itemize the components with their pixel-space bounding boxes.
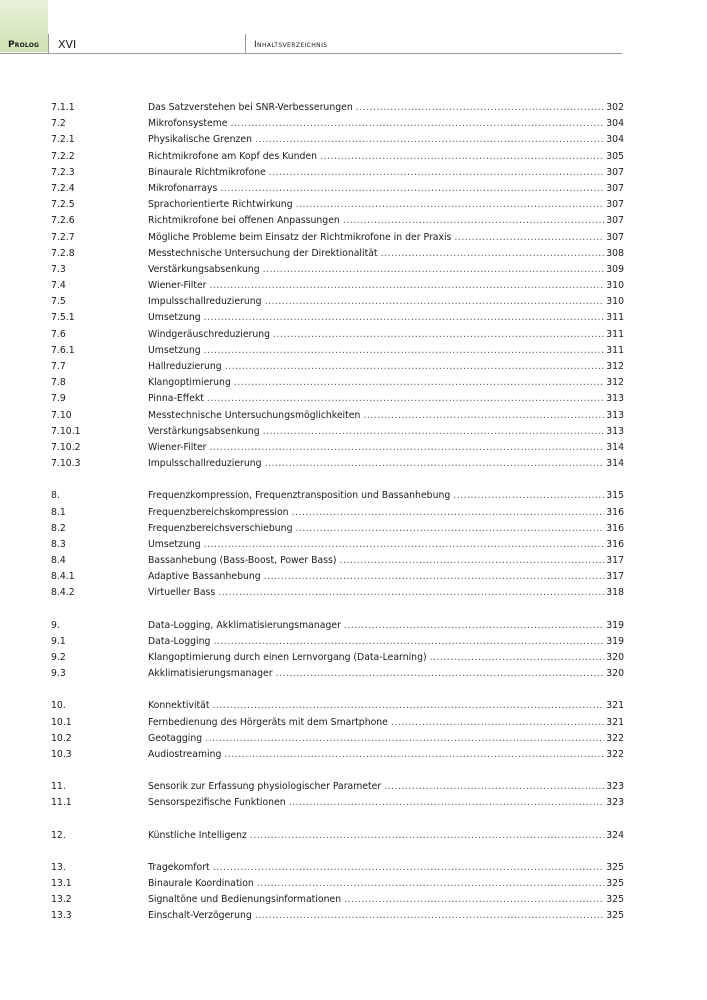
toc-entry-title: Tragekomfort: [148, 861, 210, 873]
toc-entry-page: 310: [606, 296, 624, 308]
toc-entry-line: [148, 553, 624, 569]
toc-entry[interactable]: [51, 650, 624, 666]
toc-entry-number: 9.: [51, 619, 60, 631]
toc-entry-title: Umsetzung: [148, 538, 201, 550]
toc-entry-title: Virtueller Bass: [148, 587, 216, 599]
dot-leader: [265, 456, 605, 472]
toc-entry-number: 7.3: [51, 263, 66, 275]
toc-entry-line: [148, 181, 624, 197]
header-rule: [0, 53, 622, 54]
toc-entry-number: 8.: [51, 490, 60, 502]
header-page-number: XVI: [58, 38, 77, 51]
toc-entry-title: Das Satzverstehen bei SNR-Verbesserungen: [148, 102, 353, 113]
toc-entry-title: Messtechnische Untersuchungsmöglichkeiten: [148, 409, 361, 421]
dot-leader: [356, 100, 605, 116]
dot-leader: [430, 650, 605, 666]
toc-entry-title: Richtmikrofone bei offenen Anpassungen: [148, 215, 340, 227]
dot-leader: [292, 505, 605, 521]
toc-entry-page: 307: [606, 231, 624, 243]
dot-leader: [204, 310, 605, 326]
toc-entry-page: 316: [606, 506, 624, 518]
toc-entry-page: 315: [606, 490, 624, 502]
toc-entry-title: Binaurale Richtmikrofone: [148, 166, 266, 178]
toc-entry-number: 10.1: [51, 716, 72, 728]
toc-group: [51, 618, 624, 683]
toc-entry[interactable]: [51, 537, 624, 553]
toc-entry-page: 313: [606, 409, 624, 421]
toc-entry-line: [148, 456, 624, 472]
toc-entry-number: 7.10: [51, 409, 72, 421]
toc-entry-page: 311: [606, 344, 624, 356]
toc-entry-number: 7.2.3: [51, 166, 75, 178]
toc-entry-line: [148, 908, 624, 924]
toc-entry-title: Frequenzbereichskompression: [148, 506, 289, 518]
toc-entry[interactable]: [51, 892, 624, 908]
toc-entry-number: 10.3: [51, 748, 72, 760]
toc-entry-number: 8.4: [51, 555, 66, 567]
toc-entry-line: [148, 310, 624, 326]
toc-entry[interactable]: [51, 359, 624, 375]
toc-entry-number: 10.2: [51, 732, 72, 744]
toc-entry-number: 7.10.3: [51, 458, 81, 470]
toc-entry-title: Wiener-Filter: [148, 441, 207, 453]
toc-entry[interactable]: [51, 553, 624, 569]
toc-entry-page: 311: [606, 328, 624, 340]
toc-entry-page: 304: [606, 118, 624, 130]
toc-entry[interactable]: [51, 828, 624, 844]
toc-entry-title: Fernbedienung des Hörgeräts mit dem Smartphone: [148, 716, 388, 728]
dot-leader: [340, 553, 605, 569]
toc-entry-page: 321: [606, 716, 624, 728]
toc-entry-title: Richtmikrofone am Kopf des Kunden: [148, 150, 318, 162]
toc-entry-page: 320: [606, 668, 624, 680]
toc-entry-line: [148, 100, 624, 116]
toc-entry[interactable]: [51, 132, 624, 148]
dot-leader: [295, 521, 604, 537]
toc-entry[interactable]: [51, 278, 624, 294]
toc-entry-line: [148, 116, 624, 132]
toc-entry-number: 7.10.2: [51, 441, 81, 453]
toc-entry-page: 307: [606, 215, 624, 227]
toc-entry-line: [148, 618, 624, 634]
toc-entry-number: 7.5: [51, 296, 66, 308]
toc-entry-number: 7.2.5: [51, 199, 75, 211]
dot-leader: [296, 197, 605, 213]
toc-entry-title: Audiostreaming: [148, 748, 222, 760]
toc-entry-line: [148, 165, 624, 181]
toc-entry-page: 319: [606, 635, 624, 647]
toc-entry-line: [148, 650, 624, 666]
toc-entry-page: 310: [606, 280, 624, 292]
toc-entry-page: 319: [606, 619, 624, 631]
toc-entry-title: Geotagging: [148, 732, 203, 744]
toc-entry-page: 314: [606, 458, 624, 470]
toc-entry-title: Sensorik zur Erfassung physiologischer Parameter: [148, 781, 382, 793]
toc-entry-number: 7.4: [51, 280, 66, 292]
toc-entry-number: 7.5.1: [51, 312, 75, 324]
toc-entry[interactable]: [51, 747, 624, 763]
toc-entry-page: 311: [606, 312, 624, 324]
toc-entry-title: Physikalische Grenzen: [148, 134, 252, 146]
toc-entry-line: [148, 359, 624, 375]
toc-entry-line: [148, 779, 624, 795]
toc-entry-title: Hallreduzierung: [148, 361, 222, 372]
toc-entry-line: [148, 391, 624, 407]
toc-entry-title: Klangoptimierung: [148, 377, 231, 389]
toc-entry-number: 7.6: [51, 328, 66, 340]
toc-entry-page: 322: [606, 748, 624, 760]
toc-entry[interactable]: [51, 779, 624, 795]
toc-entry[interactable]: [51, 408, 624, 424]
toc-entry-number: 7.8: [51, 377, 66, 389]
dot-leader: [204, 343, 605, 359]
toc-entry-line: [148, 213, 624, 229]
toc-entry-number: 8.3: [51, 538, 66, 550]
toc-entry-line: [148, 585, 624, 601]
toc-entry-title: Messtechnische Untersuchung der Direktionalität: [148, 247, 378, 259]
toc-entry-line: [148, 343, 624, 359]
toc-entry-page: 323: [606, 797, 624, 809]
toc-entry-title: Adaptive Bassanhebung: [148, 571, 261, 583]
toc-entry-title: Windgeräuschreduzierung: [148, 328, 271, 340]
toc-entry-title: Data-Logging, Akklimatisierungsmanager: [148, 619, 341, 631]
dot-leader: [207, 391, 604, 407]
toc-entry-number: 13.: [51, 861, 66, 873]
toc-entry-line: [148, 876, 624, 892]
toc-entry-title: Mögliche Probleme beim Einsatz der Richtmikrofone in der Praxis: [148, 231, 452, 243]
toc-entry[interactable]: [51, 327, 624, 343]
toc-entry-page: 307: [606, 199, 624, 211]
toc-entry-title: Signaltöne und Bedienungsinformationen: [148, 894, 342, 906]
toc-entry-line: [148, 698, 624, 714]
dot-leader: [213, 634, 604, 650]
toc-entry-line: [148, 375, 624, 391]
toc-entry-line: [148, 795, 624, 811]
toc-entry-number: 13.1: [51, 877, 72, 889]
toc-group: [51, 828, 624, 844]
toc-entry-number: 7.2: [51, 118, 66, 130]
header-divider: [48, 34, 49, 54]
dot-leader: [264, 569, 605, 585]
dot-leader: [205, 731, 604, 747]
toc-entry-number: 7.2.1: [51, 134, 75, 146]
toc-entry[interactable]: [51, 698, 624, 714]
toc-entry[interactable]: [51, 343, 624, 359]
toc-entry-number: 8.2: [51, 522, 66, 534]
toc-entry[interactable]: [51, 440, 624, 456]
toc-entry-line: [148, 246, 624, 262]
toc-entry-number: 7.1.1: [51, 102, 75, 113]
dot-leader: [344, 892, 604, 908]
toc-entry-page: 325: [606, 910, 624, 922]
toc-entry-title: Konnektivität: [148, 700, 210, 712]
toc-entry-number: 9.3: [51, 668, 66, 680]
dot-leader: [255, 908, 604, 924]
toc-entry-page: 316: [606, 522, 624, 534]
dot-leader: [250, 828, 604, 844]
dot-leader: [269, 165, 604, 181]
toc-entry-number: 7.2.4: [51, 182, 75, 194]
dot-leader: [204, 537, 605, 553]
dot-leader: [363, 408, 604, 424]
toc-entry-number: 9.2: [51, 652, 66, 663]
dot-leader: [255, 132, 604, 148]
toc-entry-number: 7.6.1: [51, 344, 75, 356]
toc-entry-title: Wiener-Filter: [148, 280, 207, 292]
toc-entry[interactable]: [51, 666, 624, 682]
toc-entry-line: [148, 666, 624, 682]
dot-leader: [273, 327, 604, 343]
toc-entry-line: [148, 408, 624, 424]
toc-entry-number: 13.2: [51, 894, 72, 906]
toc-entry-page: 325: [606, 894, 624, 906]
toc-entry-title: Mikrofonsysteme: [148, 118, 228, 130]
toc-entry-title: Impulsschallreduzierung: [148, 458, 262, 470]
toc-entry-line: [148, 521, 624, 537]
toc-entry-page: 323: [606, 781, 624, 793]
dot-leader: [220, 181, 604, 197]
dot-leader: [276, 666, 605, 682]
toc-entry[interactable]: [51, 213, 624, 229]
toc-entry-page: 312: [606, 377, 624, 389]
toc-entry[interactable]: [51, 731, 624, 747]
toc-entry-line: [148, 230, 624, 246]
toc-entry-line: [148, 715, 624, 731]
toc-entry[interactable]: [51, 908, 624, 924]
toc-entry[interactable]: [51, 456, 624, 472]
toc-entry-title: Umsetzung: [148, 344, 201, 356]
toc-entry-number: 7.10.1: [51, 425, 81, 437]
toc-entry[interactable]: [51, 246, 624, 262]
toc-entry[interactable]: [51, 505, 624, 521]
toc-entry-line: [148, 132, 624, 148]
dot-leader: [454, 230, 604, 246]
toc-entry-number: 7.2.8: [51, 247, 75, 259]
toc-entry[interactable]: [51, 149, 624, 165]
toc-entry[interactable]: [51, 310, 624, 326]
toc-entry[interactable]: [51, 715, 624, 731]
dot-leader: [344, 618, 604, 634]
dot-leader: [210, 440, 605, 456]
toc-entry-line: [148, 860, 624, 876]
toc-entry-title: Frequenzbereichsverschiebung: [148, 522, 293, 534]
dot-leader: [343, 213, 604, 229]
dot-leader: [213, 860, 605, 876]
dot-leader: [257, 876, 604, 892]
toc-entry-title: Verstärkungsabsenkung: [148, 263, 260, 275]
toc-entry[interactable]: [51, 197, 624, 213]
toc-entry-number: 11.1: [51, 797, 72, 809]
toc-entry-title: Data-Logging: [148, 635, 211, 647]
toc-entry-line: [148, 440, 624, 456]
toc-entry-line: [148, 327, 624, 343]
toc-entry[interactable]: [51, 585, 624, 601]
toc-entry-number: 9.1: [51, 635, 66, 647]
toc-entry-number: 7.7: [51, 361, 66, 372]
dot-leader: [384, 779, 604, 795]
toc-group: [51, 100, 624, 472]
toc-entry-title: Sensorspezifische Funktionen: [148, 797, 286, 809]
header-divider: [245, 34, 246, 54]
toc-entry-line: [148, 278, 624, 294]
toc-entry-line: [148, 747, 624, 763]
dot-leader: [453, 488, 604, 504]
toc-entry-page: 308: [606, 247, 624, 259]
toc-entry-title: Einschalt-Verzögerung: [148, 910, 252, 922]
toc-entry-number: 11.: [51, 781, 66, 793]
dot-leader: [289, 795, 605, 811]
toc-entry[interactable]: [51, 860, 624, 876]
toc-entry-page: 325: [606, 861, 624, 873]
dot-leader: [263, 424, 605, 440]
toc-entry-page: 321: [606, 700, 624, 712]
toc-entry-line: [148, 537, 624, 553]
toc-entry-line: [148, 197, 624, 213]
toc-entry[interactable]: [51, 634, 624, 650]
dot-leader: [234, 375, 604, 391]
toc-entry-line: [148, 634, 624, 650]
toc-entry-title: Binaurale Koordination: [148, 877, 254, 889]
toc-entry-line: [148, 294, 624, 310]
dot-leader: [265, 294, 605, 310]
toc-entry-title: Verstärkungsabsenkung: [148, 425, 260, 437]
toc-entry-page: 305: [606, 150, 624, 162]
toc-entry-title: Mikrofonarrays: [148, 182, 218, 194]
toc-entry-page: 309: [606, 263, 624, 275]
toc-entry[interactable]: [51, 375, 624, 391]
dot-leader: [225, 359, 605, 375]
toc-entry-title: Akklimatisierungsmanager: [148, 668, 273, 680]
dot-leader: [224, 747, 604, 763]
toc-entry[interactable]: [51, 521, 624, 537]
toc-entry[interactable]: [51, 876, 624, 892]
toc-entry-title: Frequenzkompression, Frequenztransposition und Bassanhebung: [148, 490, 451, 502]
header-title: Inhaltsverzeichnis: [254, 40, 328, 50]
toc-entry-line: [148, 488, 624, 504]
toc-entry-page: 304: [606, 134, 624, 146]
dot-leader: [381, 246, 605, 262]
toc-group: [51, 779, 624, 811]
dot-leader: [320, 149, 604, 165]
toc-entry-page: 316: [606, 538, 624, 550]
toc-entry-page: 307: [606, 166, 624, 178]
toc-entry-page: 313: [606, 393, 624, 405]
toc-entry-line: [148, 892, 624, 908]
toc-entry-page: 325: [606, 877, 624, 889]
toc-entry[interactable]: [51, 294, 624, 310]
toc-entry-number: 10.: [51, 700, 66, 712]
toc-entry-line: [148, 424, 624, 440]
toc-entry[interactable]: [51, 795, 624, 811]
toc-entry-number: 8.4.2: [51, 587, 75, 599]
toc-entry-page: 314: [606, 441, 624, 453]
toc-entry-line: [148, 731, 624, 747]
dot-leader: [263, 262, 605, 278]
toc-entry-line: [148, 569, 624, 585]
dot-leader: [210, 278, 605, 294]
toc-entry-title: Künstliche Intelligenz: [148, 829, 247, 841]
toc-group: [51, 698, 624, 763]
table-of-contents: [51, 100, 624, 940]
toc-entry-page: 313: [606, 425, 624, 437]
toc-entry-number: 7.2.6: [51, 215, 75, 227]
toc-entry-page: 324: [606, 829, 624, 841]
toc-entry-title: Pinna-Effekt: [148, 393, 204, 405]
toc-entry-title: Bassanhebung (Bass-Boost, Power Bass): [148, 555, 337, 567]
toc-entry-title: Umsetzung: [148, 312, 201, 324]
toc-entry[interactable]: [51, 569, 624, 585]
toc-entry[interactable]: [51, 391, 624, 407]
toc-group: [51, 488, 624, 601]
dot-leader: [213, 698, 605, 714]
toc-entry-line: [148, 262, 624, 278]
toc-entry-title: Impulsschallreduzierung: [148, 296, 262, 308]
toc-entry-number: 12.: [51, 829, 66, 841]
toc-entry[interactable]: [51, 230, 624, 246]
toc-entry[interactable]: [51, 262, 624, 278]
toc-entry-title: Sprachorientierte Richtwirkung: [148, 199, 293, 211]
toc-entry-number: 13.3: [51, 910, 72, 922]
toc-entry[interactable]: [51, 424, 624, 440]
toc-group: [51, 860, 624, 925]
toc-entry-number: 7.9: [51, 393, 66, 405]
dot-leader: [391, 715, 604, 731]
toc-entry-page: 317: [606, 555, 624, 567]
toc-entry-page: 322: [606, 732, 624, 744]
toc-entry-page: 307: [606, 182, 624, 194]
toc-entry-line: [148, 828, 624, 844]
toc-entry-page: 312: [606, 361, 624, 372]
toc-entry[interactable]: [51, 488, 624, 504]
toc-entry-page: 317: [606, 571, 624, 583]
toc-entry-line: [148, 505, 624, 521]
dot-leader: [218, 585, 604, 601]
toc-entry[interactable]: [51, 116, 624, 132]
toc-entry[interactable]: [51, 618, 624, 634]
header-section-label: Prolog: [8, 40, 40, 50]
toc-entry[interactable]: [51, 181, 624, 197]
toc-entry-page: 318: [606, 587, 624, 599]
toc-entry-page: 302: [606, 102, 624, 113]
toc-entry-number: 7.2.7: [51, 231, 75, 243]
toc-entry-page: 320: [606, 652, 624, 663]
page-header: [0, 0, 707, 54]
toc-entry-line: [148, 149, 624, 165]
toc-entry[interactable]: [51, 100, 624, 116]
toc-entry[interactable]: [51, 165, 624, 181]
toc-entry-title: Klangoptimierung durch einen Lernvorgang (Data-Learning): [148, 652, 427, 663]
dot-leader: [230, 116, 604, 132]
toc-entry-number: 8.4.1: [51, 571, 75, 583]
toc-entry-number: 8.1: [51, 506, 66, 518]
toc-entry-number: 7.2.2: [51, 150, 75, 162]
